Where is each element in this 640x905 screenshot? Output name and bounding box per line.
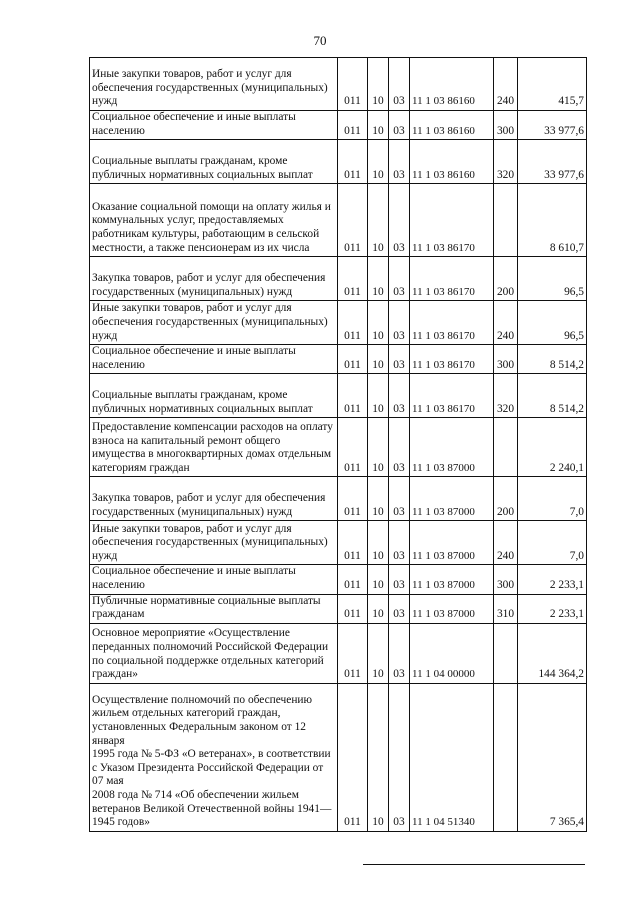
subsection-code: 03 xyxy=(389,345,410,374)
table-row xyxy=(90,111,587,140)
expense-type-code: 310 xyxy=(494,594,518,623)
budget-table-body xyxy=(90,58,587,832)
table-row xyxy=(90,623,587,683)
ministry-code: 011 xyxy=(338,418,368,477)
amount: 33 977,6 xyxy=(518,140,587,184)
subsection-code: 03 xyxy=(389,257,410,301)
amount: 144 364,2 xyxy=(518,623,587,683)
expense-type-code xyxy=(494,184,518,257)
ministry-code: 011 xyxy=(338,623,368,683)
expense-name: Иные закупки товаров, работ и услуг для обеспечения государственных (муниципальных) нужд xyxy=(90,58,338,111)
ministry-code: 011 xyxy=(338,521,368,565)
table-row xyxy=(90,140,587,184)
table-row xyxy=(90,345,587,374)
expense-type-code: 300 xyxy=(494,345,518,374)
expense-type-code: 300 xyxy=(494,565,518,594)
footer-divider xyxy=(363,864,585,865)
section-code: 10 xyxy=(368,683,389,831)
expense-type-code: 240 xyxy=(494,58,518,111)
ministry-code: 011 xyxy=(338,140,368,184)
expense-name: Социальное обеспечение и иные выплаты населению xyxy=(90,111,338,140)
ministry-code: 011 xyxy=(338,257,368,301)
table-row xyxy=(90,374,587,418)
subsection-code: 03 xyxy=(389,477,410,521)
amount: 8 514,2 xyxy=(518,345,587,374)
subsection-code: 03 xyxy=(389,594,410,623)
expense-type-code: 300 xyxy=(494,111,518,140)
target-article-code: 11 1 03 86160 xyxy=(410,58,494,111)
section-code: 10 xyxy=(368,301,389,345)
amount: 2 233,1 xyxy=(518,565,587,594)
section-code: 10 xyxy=(368,374,389,418)
expense-name: Иные закупки товаров, работ и услуг для обеспечения государственных (муниципальных) нужд xyxy=(90,521,338,565)
section-code: 10 xyxy=(368,140,389,184)
table-row xyxy=(90,565,587,594)
table-row xyxy=(90,301,587,345)
amount: 2 233,1 xyxy=(518,594,587,623)
ministry-code: 011 xyxy=(338,683,368,831)
expense-type-code: 200 xyxy=(494,257,518,301)
expense-name: Осуществление полномочий по обеспечению жильем отдельных категорий граждан, установленных Федеральным законом от 12 января 1995 года № 5-ФЗ «О ветеранах», в соответствии с Указом Президента Российской Федерации от 07 мая 2008 года № 714 «Об обеспечении жильем ветеранов Великой Отечественной войны 1941—1945 годов» xyxy=(90,683,338,831)
table-row xyxy=(90,594,587,623)
table-row xyxy=(90,683,587,831)
subsection-code: 03 xyxy=(389,301,410,345)
section-code: 10 xyxy=(368,345,389,374)
table-row xyxy=(90,257,587,301)
subsection-code: 03 xyxy=(389,683,410,831)
target-article-code: 11 1 03 87000 xyxy=(410,565,494,594)
expense-type-code: 240 xyxy=(494,521,518,565)
expense-name: Социальные выплаты гражданам, кроме публичных нормативных социальных выплат xyxy=(90,140,338,184)
subsection-code: 03 xyxy=(389,58,410,111)
expense-name: Социальные выплаты гражданам, кроме публичных нормативных социальных выплат xyxy=(90,374,338,418)
expense-type-code xyxy=(494,418,518,477)
ministry-code: 011 xyxy=(338,374,368,418)
subsection-code: 03 xyxy=(389,565,410,594)
expense-type-code xyxy=(494,623,518,683)
expense-name: Закупка товаров, работ и услуг для обеспечения государственных (муниципальных) нужд xyxy=(90,257,338,301)
section-code: 10 xyxy=(368,418,389,477)
expense-type-code: 320 xyxy=(494,374,518,418)
target-article-code: 11 1 03 86160 xyxy=(410,140,494,184)
target-article-code: 11 1 03 86170 xyxy=(410,301,494,345)
amount: 2 240,1 xyxy=(518,418,587,477)
budget-table xyxy=(89,57,587,832)
ministry-code: 011 xyxy=(338,58,368,111)
expense-name: Иные закупки товаров, работ и услуг для обеспечения государственных (муниципальных) нужд xyxy=(90,301,338,345)
subsection-code: 03 xyxy=(389,521,410,565)
target-article-code: 11 1 03 87000 xyxy=(410,521,494,565)
expense-name: Оказание социальной помощи на оплату жилья и коммунальных услуг, предоставляемых работникам культуры, работающим в сельской местности, а также пенсионерам из их числа xyxy=(90,184,338,257)
expense-name: Основное мероприятие «Осуществление переданных полномочий Российской Федерации по социальной поддержке отдельных категорий граждан» xyxy=(90,623,338,683)
section-code: 10 xyxy=(368,477,389,521)
subsection-code: 03 xyxy=(389,111,410,140)
amount: 8 610,7 xyxy=(518,184,587,257)
target-article-code: 11 1 03 86170 xyxy=(410,257,494,301)
target-article-code: 11 1 04 00000 xyxy=(410,623,494,683)
subsection-code: 03 xyxy=(389,184,410,257)
section-code: 10 xyxy=(368,111,389,140)
expense-type-code: 320 xyxy=(494,140,518,184)
amount: 33 977,6 xyxy=(518,111,587,140)
subsection-code: 03 xyxy=(389,374,410,418)
subsection-code: 03 xyxy=(389,418,410,477)
expense-name: Публичные нормативные социальные выплаты гражданам xyxy=(90,594,338,623)
ministry-code: 011 xyxy=(338,345,368,374)
subsection-code: 03 xyxy=(389,623,410,683)
section-code: 10 xyxy=(368,623,389,683)
amount: 96,5 xyxy=(518,301,587,345)
expense-type-code xyxy=(494,683,518,831)
expense-name: Социальное обеспечение и иные выплаты населению xyxy=(90,345,338,374)
target-article-code: 11 1 03 86170 xyxy=(410,345,494,374)
table-row xyxy=(90,521,587,565)
section-code: 10 xyxy=(368,594,389,623)
target-article-code: 11 1 03 87000 xyxy=(410,418,494,477)
target-article-code: 11 1 03 86160 xyxy=(410,111,494,140)
amount: 7,0 xyxy=(518,477,587,521)
section-code: 10 xyxy=(368,58,389,111)
table-row xyxy=(90,58,587,111)
expense-type-code: 200 xyxy=(494,477,518,521)
ministry-code: 011 xyxy=(338,301,368,345)
section-code: 10 xyxy=(368,521,389,565)
ministry-code: 011 xyxy=(338,594,368,623)
expense-name: Предоставление компенсации расходов на оплату взноса на капитальный ремонт общего имущества в многоквартирных домах отдельным категориям граждан xyxy=(90,418,338,477)
amount: 8 514,2 xyxy=(518,374,587,418)
subsection-code: 03 xyxy=(389,140,410,184)
ministry-code: 011 xyxy=(338,477,368,521)
section-code: 10 xyxy=(368,565,389,594)
section-code: 10 xyxy=(368,257,389,301)
page-number: 70 xyxy=(313,33,327,48)
target-article-code: 11 1 04 51340 xyxy=(410,683,494,831)
ministry-code: 011 xyxy=(338,111,368,140)
table-row xyxy=(90,477,587,521)
expense-name: Социальное обеспечение и иные выплаты населению xyxy=(90,565,338,594)
expense-name: Закупка товаров, работ и услуг для обеспечения государственных (муниципальных) нужд xyxy=(90,477,338,521)
ministry-code: 011 xyxy=(338,565,368,594)
expense-type-code: 240 xyxy=(494,301,518,345)
amount: 415,7 xyxy=(518,58,587,111)
ministry-code: 011 xyxy=(338,184,368,257)
table-row xyxy=(90,184,587,257)
target-article-code: 11 1 03 87000 xyxy=(410,477,494,521)
target-article-code: 11 1 03 86170 xyxy=(410,374,494,418)
amount: 96,5 xyxy=(518,257,587,301)
amount: 7 365,4 xyxy=(518,683,587,831)
section-code: 10 xyxy=(368,184,389,257)
target-article-code: 11 1 03 87000 xyxy=(410,594,494,623)
target-article-code: 11 1 03 86170 xyxy=(410,184,494,257)
amount: 7,0 xyxy=(518,521,587,565)
table-row xyxy=(90,418,587,477)
